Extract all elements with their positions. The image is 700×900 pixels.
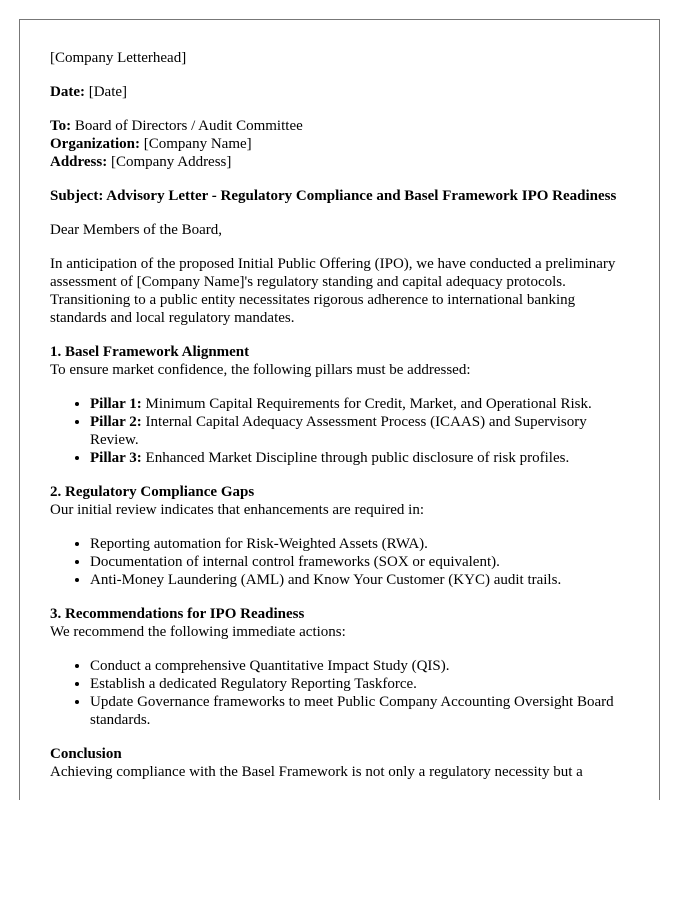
section3-heading: 3. Recommendations for IPO Readiness: [50, 606, 305, 622]
intro-paragraph: In anticipation of the proposed Initial Public Offering (IPO), we have conducted a preliminary assessment of [Company Name]'s regulatory standing and capital adequacy protocols. Transitioning to a public entity necessitates rigorous adherence to international banking standards and local regulatory mandates.: [50, 256, 616, 326]
conclusion-text: Achieving compliance with the Basel Framework is not only a regulatory necessity but a: [50, 764, 583, 780]
pillar-text: Enhanced Market Discipline through public disclosure of risk profiles.: [145, 450, 570, 466]
recipient-block: [50, 117, 630, 171]
gaps-list: [50, 535, 630, 589]
address-label: Address:: [50, 154, 108, 170]
list-item: [90, 449, 630, 467]
section3-lead: We recommend the following immediate actions:: [50, 624, 346, 640]
section1-lead: To ensure market confidence, the following pillars must be addressed:: [50, 362, 471, 378]
section-recommendations: [50, 605, 630, 729]
list-item: • Establish a dedicated Regulatory Reporting Taskforce.: [90, 675, 630, 693]
section-compliance-gaps: [50, 483, 630, 589]
list-item: • Documentation of internal control frameworks (SOX or equivalent).: [90, 553, 630, 571]
to-value: Board of Directors / Audit Committee: [74, 118, 303, 134]
pillar-list: [50, 395, 630, 467]
subject-line: Subject: Advisory Letter - Regulatory Compliance and Basel Framework IPO Readiness: [50, 188, 617, 204]
list-item: • Conduct a comprehensive Quantitative Impact Study (QIS).: [90, 657, 630, 675]
to-line: [50, 117, 630, 135]
address-line: [50, 153, 630, 171]
organization-label: Organization:: [50, 136, 140, 152]
list-item: [90, 413, 630, 449]
letter-page: [19, 19, 660, 800]
recommendations-list: [50, 657, 630, 729]
date-value: [Date]: [88, 84, 128, 100]
conclusion-heading: Conclusion: [50, 746, 122, 762]
pillar-text: Internal Capital Adequacy Assessment Process (ICAAS) and Supervisory Review.: [90, 414, 587, 448]
pillar-text: Minimum Capital Requirements for Credit, Market, and Operational Risk.: [145, 396, 592, 412]
pillar-label: Pillar 3:: [90, 450, 142, 466]
organization-value: [Company Name]: [143, 136, 252, 152]
pillar-label: Pillar 1:: [90, 396, 142, 412]
to-label: To:: [50, 118, 72, 134]
letterhead: [Company Letterhead]: [50, 50, 187, 66]
section-basel-alignment: [50, 343, 630, 467]
pillar-label: Pillar 2:: [90, 414, 142, 430]
section2-heading: 2. Regulatory Compliance Gaps: [50, 484, 255, 500]
section2-lead: Our initial review indicates that enhancements are required in:: [50, 502, 425, 518]
section1-heading: 1. Basel Framework Alignment: [50, 344, 250, 360]
letter-body: [20, 20, 659, 781]
date-line: [50, 83, 630, 101]
date-label: Date:: [50, 84, 85, 100]
list-item: • Update Governance frameworks to meet Public Company Accounting Oversight Board standards.: [90, 693, 630, 729]
list-item: • Reporting automation for Risk-Weighted Assets (RWA).: [90, 535, 630, 553]
list-item: • Anti-Money Laundering (AML) and Know Your Customer (KYC) audit trails.: [90, 571, 630, 589]
salutation: Dear Members of the Board,: [50, 222, 223, 238]
list-item: [90, 395, 630, 413]
address-value: [Company Address]: [110, 154, 232, 170]
organization-line: [50, 135, 630, 153]
section-conclusion: [50, 745, 630, 781]
